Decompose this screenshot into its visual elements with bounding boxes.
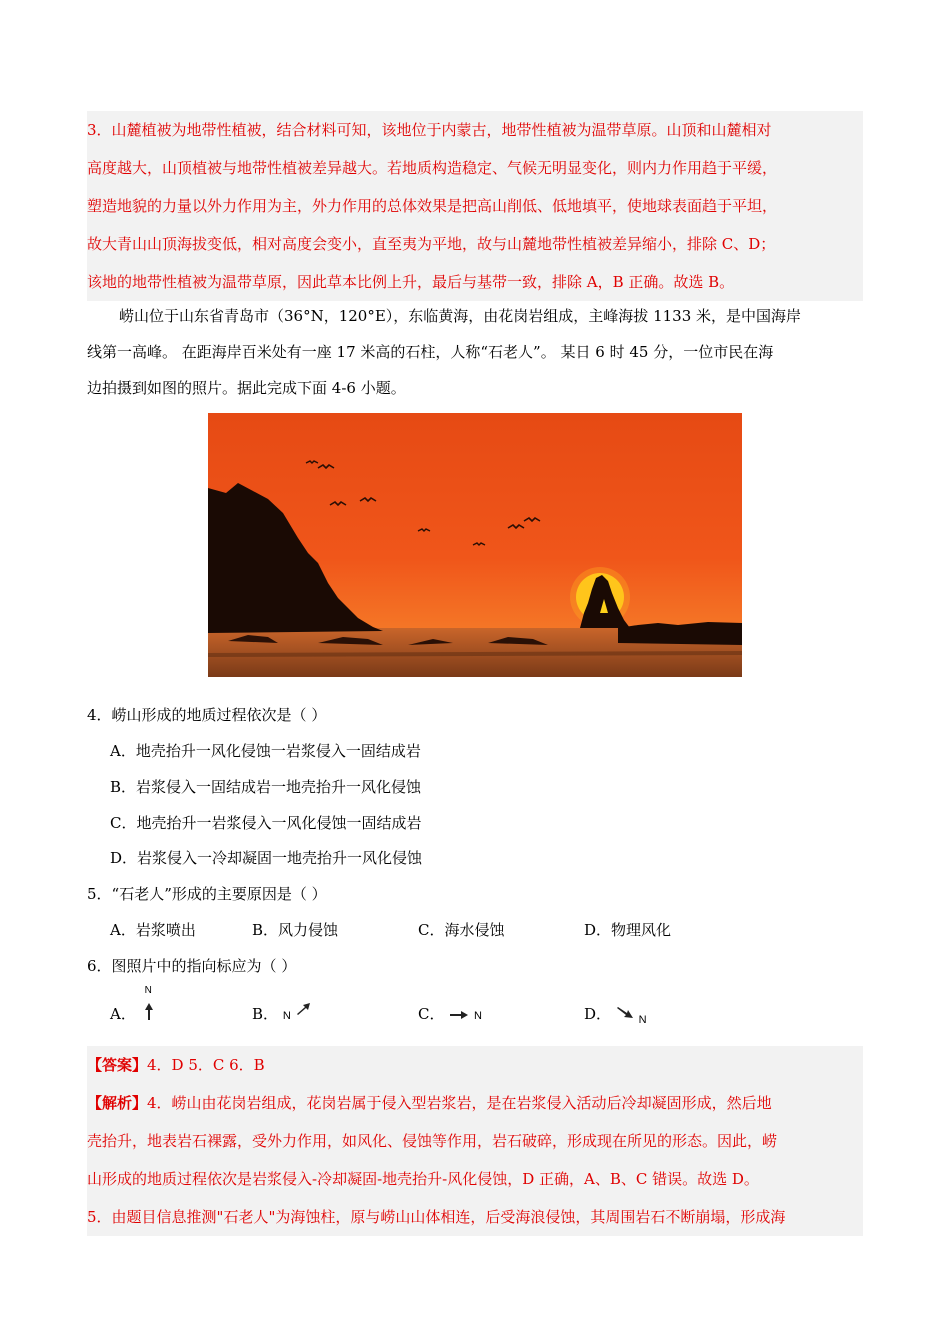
q5-option-a: A．岩浆喷出 [110,921,196,939]
text-line: 4．崂山由花岗岩组成，花岗岩属于侵入型岩浆岩，是在岩浆侵入活动后冷却凝固形成，然后地 [147,1094,772,1112]
q6-option-b [252,996,312,1032]
q4-option-a: A．地壳抬升一风化侵蚀一岩浆侵入一固结成岩 [110,742,421,760]
q6-stem: 6．图照片中的指向标应为（ ） [87,957,297,975]
answer-text: 4．D 5．C 6．B [147,1056,265,1074]
north-arrow-northeast-icon [296,1001,312,1017]
text-line: 3．山麓植被为地带性植被，结合材料可知，该地位于内蒙古，地带性植被为温带草原。山顶和山麓相对 [87,121,772,139]
analysis-tag: 【解析】 [87,1094,148,1112]
north-label: N [638,1014,647,1026]
q6-option-a [110,985,157,1032]
q6-option-d [584,996,647,1032]
north-label: N [282,1010,291,1022]
analysis-line [87,1084,863,1122]
q5-option-c: C．海水侵蚀 [418,921,505,939]
q5-option-d: D．物理风化 [584,921,672,939]
text-line: 高度越大，山顶植被与地带性植被差异越大。若地质构造稳定、气候无明显变化，则内力作用趋于平缓， [87,159,778,177]
answer-line [87,1046,863,1084]
material-paragraph [87,298,863,406]
text-line: 塑造地貌的力量以外力作用为主，外力作用的总体效果是把高山削低、低地填平，使地球表面趋于平坦， [87,197,778,215]
text-line: 壳抬升，地表岩石裸露，受外力作用，如风化、侵蚀等作用，岩石破碎，形成现在所见的形态。因此，崂 [87,1132,778,1150]
option-label: D． [584,1005,612,1023]
north-arrow-up-icon [141,985,157,1023]
text-line: 山形成的地质过程依次是岩浆侵入-冷却凝固-地壳抬升-风化侵蚀，D 正确，A、B、C 错误。故选 D。 [87,1170,759,1188]
text-line: 5．由题目信息推测"石老人"为海蚀柱，原与崂山山体相连，后受海浪侵蚀，其周围岩石不断崩塌，形成海 [87,1208,786,1226]
option-label: C． [418,1005,445,1023]
q6-option-c [418,996,482,1032]
q5-stem: 5．“石老人”形成的主要原因是（ ） [87,885,327,903]
option-label: B． [252,1005,279,1023]
north-arrow-southeast-icon [616,1006,634,1020]
text-line: 故大青山山顶海拔变低，相对高度会变小，直至夷为平地，故与山麓地带性植被差异缩小，排除 C、D； [87,235,776,253]
sunrise-sea-stack-photo [208,413,742,677]
north-arrow-east-icon [449,1009,469,1021]
q4-stem: 4．崂山形成的地质过程依次是（ ） [87,706,327,724]
answer-tag: 【答案】 [87,1056,148,1074]
q4-option-b: B．岩浆侵入一固结成岩一地壳抬升一风化侵蚀 [110,778,422,796]
q4-option-c: C．地壳抬升一岩浆侵入一风化侵蚀一固结成岩 [110,814,422,832]
q3-explanation [87,111,863,301]
north-label: N [474,1010,482,1022]
q4-option-d: D．岩浆侵入一冷却凝固一地壳抬升一风化侵蚀 [110,849,423,867]
text-line: 该地的地带性植被为温带草原，因此草本比例上升，最后与基带一致，排除 A，B 正确。故选 B。 [87,273,735,291]
text-line: 边拍摄到如图的照片。据此完成下面 4-6 小题。 [87,379,406,397]
q5-option-b: B．风力侵蚀 [252,921,339,939]
text-line: 崂山位于山东省青岛市（36°N，120°E），东临黄海，由花岗岩组成，主峰海拔 1133 米，是中国海岸 [119,307,802,325]
option-label: A． [110,1005,136,1023]
north-label: N [144,985,152,996]
text-line: 线第一高峰。 在距海岸百米处有一座 17 米高的石柱，人称“石老人”。 某日 6 时 45 分，一位市民在海 [87,343,774,361]
answer-analysis-block [87,1046,863,1236]
